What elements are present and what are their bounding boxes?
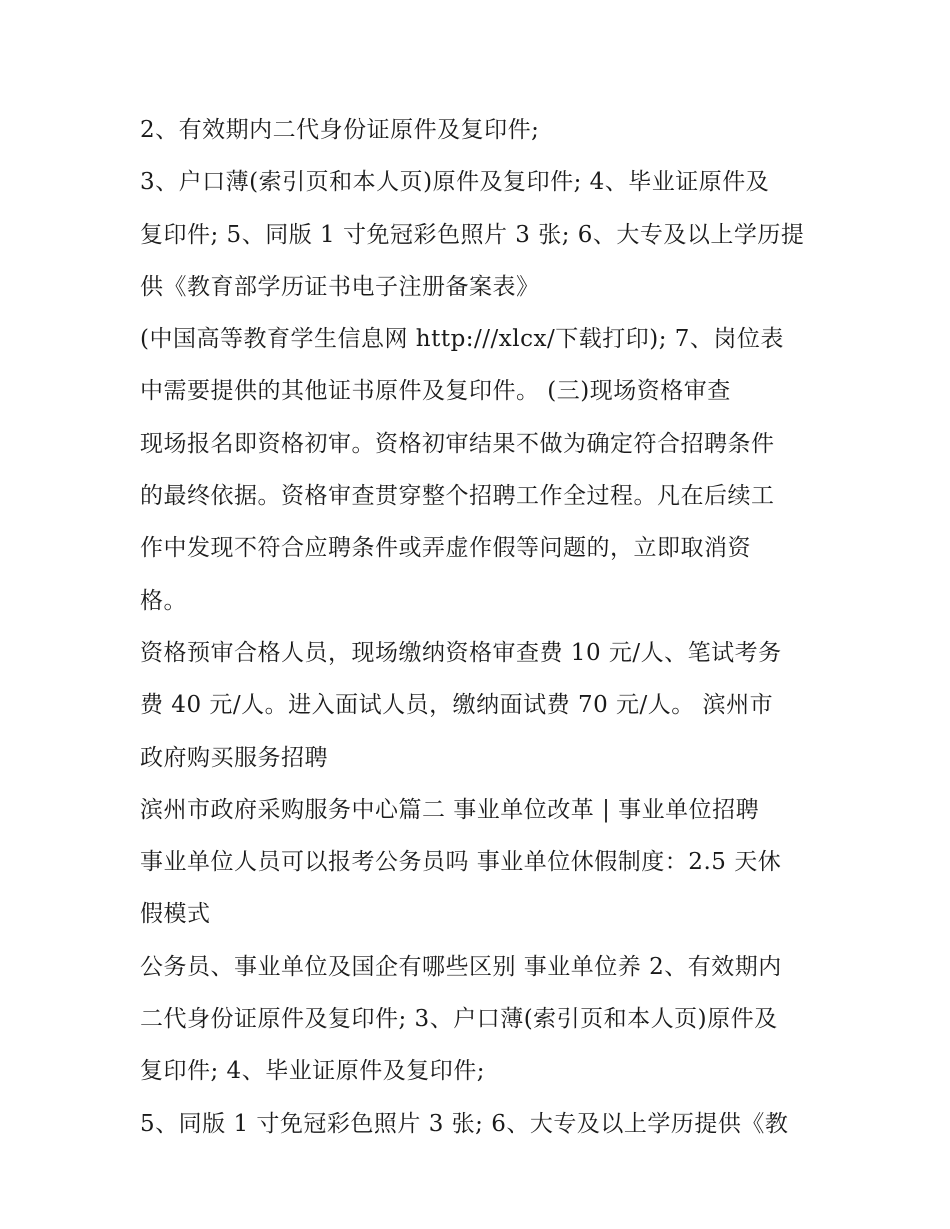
text-line: 复印件; 4、毕业证原件及复印件; [140, 1058, 485, 1085]
text-line: 资格预审合格人员，现场缴纳资格审查费 10 元/人、笔试考务 [140, 639, 782, 666]
text-line: 2、有效期内二代身份证原件及复印件; [140, 117, 540, 143]
text-line: 费 40 元/人。进入面试人员，缴纳面试费 70 元/人。 滨州市 [140, 692, 774, 719]
text-line: 政府购买服务招聘 [140, 744, 328, 771]
text-line: 假模式 [140, 901, 211, 928]
text-line: 的最终依据。资格审查贯穿整个招聘工作全过程。凡在后续工 [140, 483, 775, 510]
text-line: (中国高等教育学生信息网 http:///xlcx/下载打印); 7、岗位表 [140, 326, 784, 353]
text-line: 5、同版 1 寸免冠彩色照片 3 张; 6、大专及以上学历提供《教 [140, 1110, 789, 1137]
text-line: 事业单位人员可以报考公务员吗 事业单位休假制度：2.5 天休 [140, 849, 782, 876]
text-line: 现场报名即资格初审。资格初审结果不做为确定符合招聘条件 [140, 430, 775, 457]
text-line: 复印件; 5、同版 1 寸免冠彩色照片 3 张; 6、大专及以上学历提 [140, 221, 805, 248]
text-line: 公务员、事业单位及国企有哪些区别 事业单位养 2、有效期内 [140, 953, 782, 980]
text-line: 二代身份证原件及复印件; 3、户口薄(索引页和本人页)原件及 [140, 1006, 778, 1033]
text-line: 3、户口薄(索引页和本人页)原件及复印件; 4、毕业证原件及 [140, 169, 770, 196]
document-body [140, 104, 830, 1150]
text-line: 滨州市政府采购服务中心篇二 事业单位改革 | 事业单位招聘 [140, 796, 760, 823]
text-line: 中需要提供的其他证书原件及复印件。 (三)现场资格审查 [140, 378, 731, 405]
text-line: 供《教育部学历证书电子注册备案表》 [140, 273, 540, 300]
text-line: 作中发现不符合应聘条件或弄虚作假等问题的，立即取消资 [140, 535, 751, 562]
text-line: 格。 [140, 587, 187, 614]
